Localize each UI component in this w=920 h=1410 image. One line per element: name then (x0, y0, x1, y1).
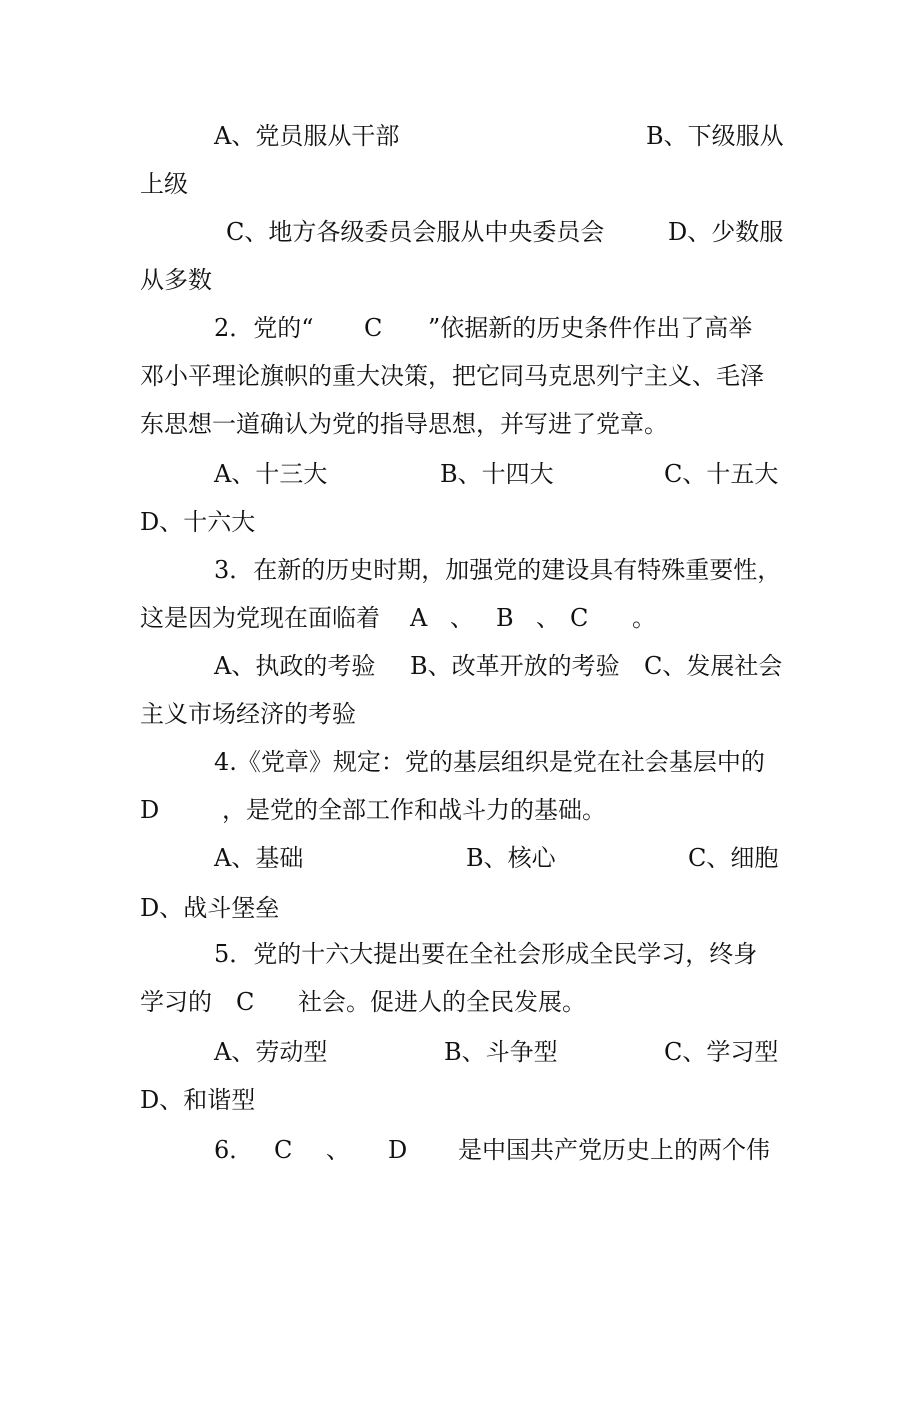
q2-question-line-2 (0, 356, 920, 396)
q3-option-c: C、发展社会 (644, 652, 783, 680)
q1-options-line-2 (0, 164, 920, 204)
q1-options-line-3 (0, 212, 920, 252)
q4-options-line-2 (0, 888, 920, 928)
q3-answer-1: A (410, 604, 428, 632)
q2-lead: 2．党的“ (214, 314, 314, 342)
q5-option-c: C、学习型 (664, 1038, 779, 1066)
q4-option-b: B、核心 (466, 844, 556, 872)
q3-options-line-1 (0, 646, 920, 686)
q3-text-line-2: 这是因为党现在面临着 (140, 604, 380, 632)
q5-answer: C (236, 988, 255, 1016)
q1-option-d-continued: 从多数 (140, 266, 212, 294)
q1-option-b: B、下级服从 (646, 122, 784, 150)
q4-answer: D (140, 796, 160, 824)
q4-question-line-2 (0, 790, 920, 830)
q2-option-a: A、十三大 (214, 460, 328, 488)
q3-end: 。 (632, 604, 656, 632)
q3-options-line-2 (0, 694, 920, 734)
q6-separator: 、 (326, 1136, 350, 1164)
q6-tail: 是中国共产党历史上的两个伟 (458, 1136, 770, 1164)
q2-text-line-3: 东思想一道确认为党的指导思想，并写进了党章。 (140, 410, 668, 438)
q3-separator-2: 、 (536, 604, 560, 632)
q6-question-line-1 (0, 1130, 920, 1170)
q3-text-line-1: 3．在新的历史时期，加强党的建设具有特殊重要性， (214, 556, 782, 584)
q2-question-line-3 (0, 404, 920, 444)
q5-option-b: B、斗争型 (444, 1038, 558, 1066)
q1-option-a: A、党员服从干部 (214, 122, 400, 150)
q2-option-d: D、十六大 (140, 508, 256, 536)
q2-text-line-2: 邓小平理论旗帜的重大决策，把它同马克思列宁主义、毛泽 (140, 362, 764, 390)
q2-option-b: B、十四大 (440, 460, 554, 488)
q2-option-c: C、十五大 (664, 460, 779, 488)
q2-options-line-2 (0, 502, 920, 542)
q5-question-line-1 (0, 934, 920, 974)
q4-option-a: A、基础 (214, 844, 304, 872)
q6-answer-2: D (388, 1136, 408, 1164)
q4-option-c: C、细胞 (688, 844, 779, 872)
q2-options-line-1 (0, 454, 920, 494)
q6-number: 6． (214, 1136, 254, 1164)
q3-option-b: B、改革开放的考验 (410, 652, 620, 680)
q2-question-line-1 (0, 308, 920, 348)
q2-tail: ”依据新的历史条件作出了高举 (428, 314, 753, 342)
q5-option-d: D、和谐型 (140, 1086, 256, 1114)
q5-text-line-1: 5．党的十六大提出要在全社会形成全民学习，终身 (214, 940, 758, 968)
q1-options-line-4 (0, 260, 920, 300)
q1-option-b-continued: 上级 (140, 170, 188, 198)
q4-options-line-1 (0, 838, 920, 878)
q1-options-line-1 (0, 116, 920, 156)
q6-answer-1: C (274, 1136, 293, 1164)
q1-option-c: C、地方各级委员会服从中央委员会 (226, 218, 605, 246)
q3-question-line-2 (0, 598, 920, 638)
q1-option-d: D、少数服 (668, 218, 784, 246)
q3-option-a: A、执政的考验 (214, 652, 376, 680)
q4-question-line-1 (0, 742, 920, 782)
q3-question-line-1 (0, 550, 920, 590)
q5-tail: 社会。促进人的全民发展。 (298, 988, 586, 1016)
q3-separator-1: 、 (450, 604, 474, 632)
q5-options-line-2 (0, 1080, 920, 1120)
q4-option-d: D、战斗堡垒 (140, 894, 280, 922)
q5-question-line-2 (0, 982, 920, 1022)
q5-option-a: A、劳动型 (214, 1038, 328, 1066)
q3-answer-3: C (570, 604, 589, 632)
q4-tail: ，是党的全部工作和战斗力的基础。 (222, 796, 606, 824)
q4-text-line-1: 4.《党章》规定：党的基层组织是党在社会基层中的 (214, 748, 765, 776)
q5-options-line-1 (0, 1032, 920, 1072)
q2-answer: C (364, 314, 383, 342)
q3-answer-2: B (496, 604, 514, 632)
q3-option-c-continued: 主义市场经济的考验 (140, 700, 356, 728)
q5-lead: 学习的 (140, 988, 212, 1016)
